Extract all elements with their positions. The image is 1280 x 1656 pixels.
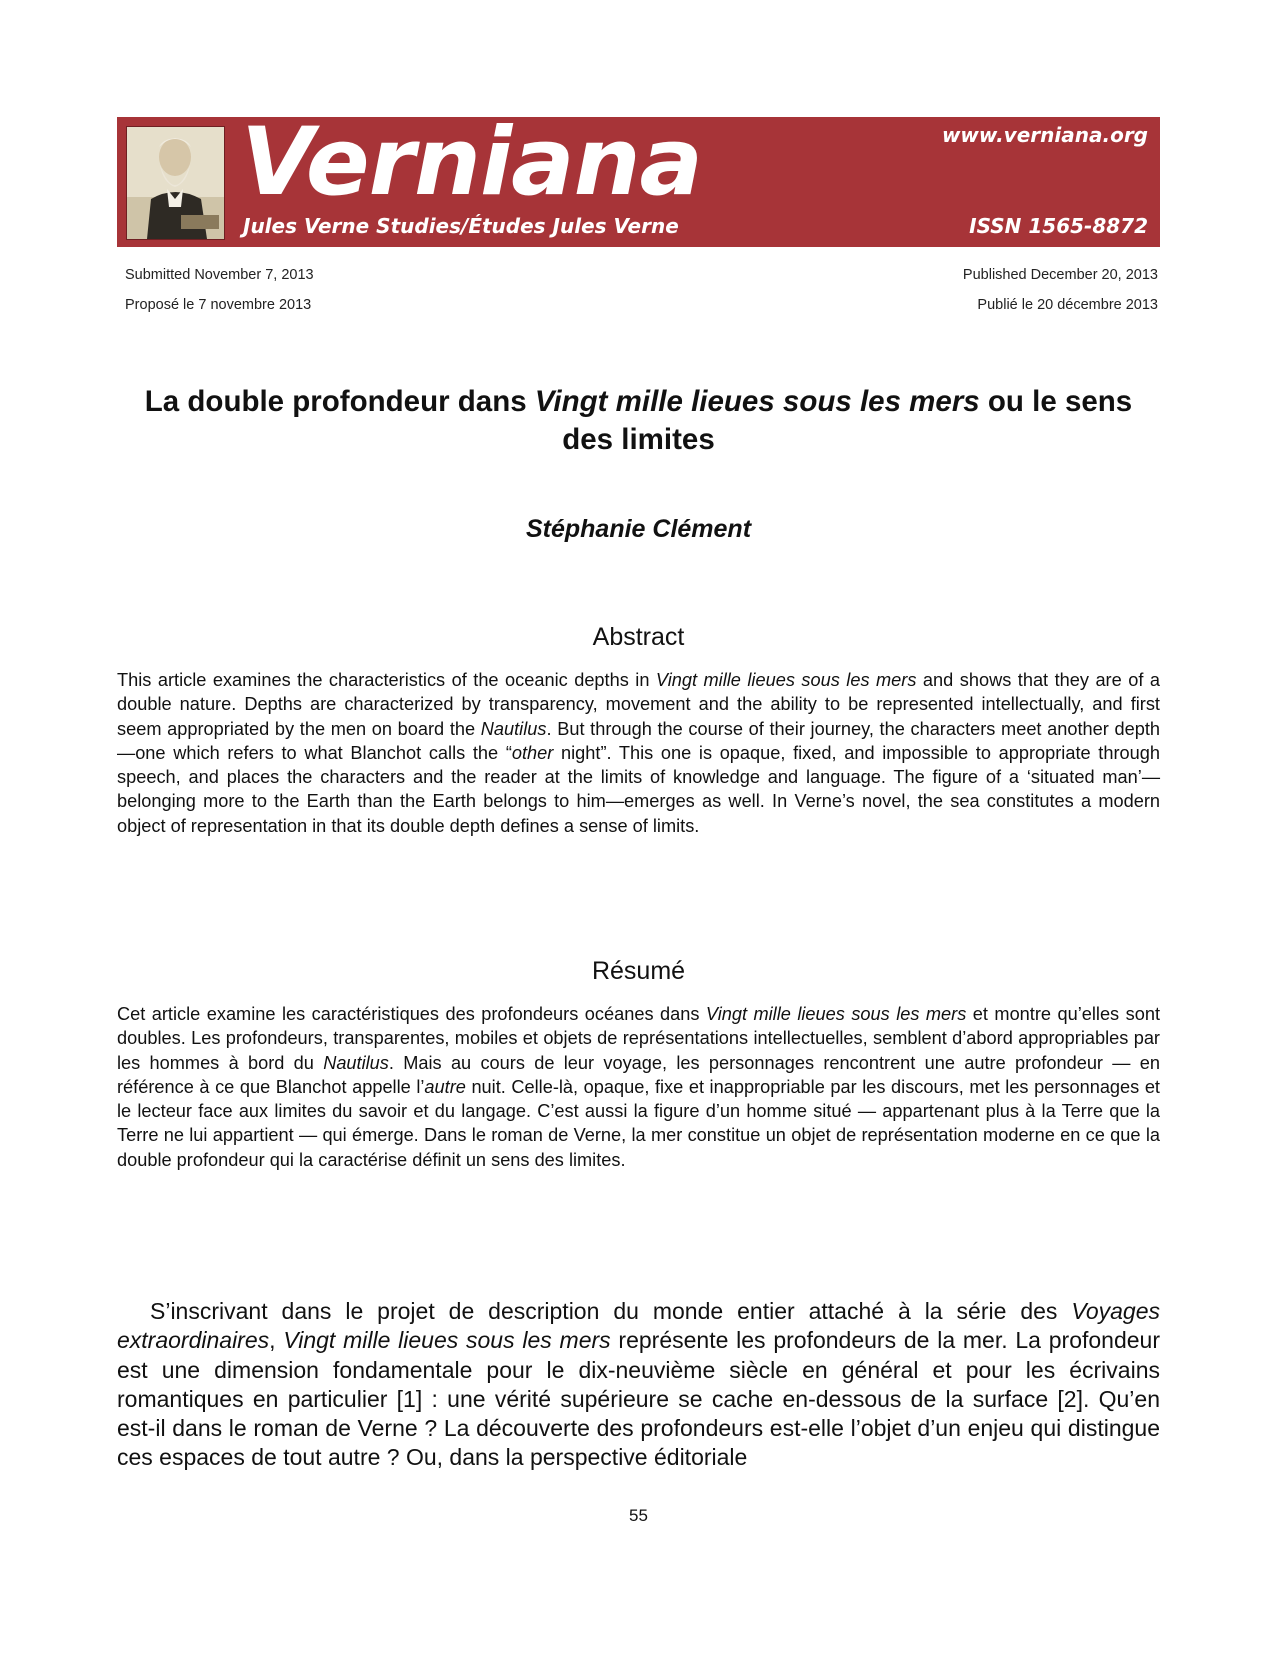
journal-tagline: Jules Verne Studies/Études Jules Verne (243, 214, 679, 238)
published-date-fr: Publié le 20 décembre 2013 (977, 297, 1158, 313)
submitted-date-fr: Proposé le 7 novembre 2013 (125, 297, 312, 313)
abstract-heading: Abstract (592, 623, 685, 651)
journal-issn: ISSN 1565-8872 (969, 214, 1148, 238)
portrait-of-jules-verne-icon (126, 126, 225, 240)
journal-url[interactable]: www.verniana.org (941, 123, 1148, 147)
resume-heading: Résumé (591, 957, 686, 985)
submitted-date-en: Submitted November 7, 2013 (125, 267, 314, 283)
body-paragraph: S’inscrivant dans le projet de description du monde entier attaché à la série des Voyages extraordinaires, Vingt mille lieues sous les mers représente les profondeurs de la mer. La profondeur est une dimension fondamentale pour le dix-neuvième siècle en général et pour les écrivains romantiques en particulier [1] : une vérité supérieure se cache en-dessous de la surface [2]. Qu’en est-il dans le roman de Verne ? La découverte des profondeurs est-elle l’objet d’un enjeu qui distingue ces espaces de tout autre ? Ou, dans la perspective éditoriale (117, 1298, 1160, 1471)
journal-title: Verniana (241, 117, 702, 217)
page-number: 55 (629, 1506, 648, 1525)
author-name: Stéphanie Clément (525, 515, 752, 543)
journal-banner (117, 117, 1160, 247)
abstract-text: This article examines the characteristics of the oceanic depths in Vingt mille lieues sous les mers and shows that they are of a double nature. Depths are characterized by transparency, movement and the ability to be represented intellectually, and first seem appropriated by the men on board the Nautilus. But through the course of their journey, the characters meet another depth—one which refers to what Blanchot calls the “other night”. This one is opaque, fixed, and impossible to appropriate through speech, and places the characters and the reader at the limits of knowledge and language. The figure of a ‘situated man’—belonging more to the Earth than the Earth belongs to him—emerges as well. In Verne’s novel, the sea constitutes a modern object of representation in that its double depth defines a sense of limits. (117, 670, 1160, 836)
published-date-en: Published December 20, 2013 (962, 267, 1158, 283)
article-title: La double profondeur dans Vingt mille lieues sous les mers ou le sens des limites (144, 385, 1133, 456)
resume-text: Cet article examine les caractéristiques des profondeurs océanes dans Vingt mille lieues sous les mers et montre qu’elles sont doubles. Les profondeurs, transparentes, mobiles et objets de représentations intellectuelles, semblent d’abord appropriables par les hommes à bord du Nautilus. Mais au cours de leur voyage, les personnages rencontrent une autre profondeur — en référence à ce que Blanchot appelle l’autre nuit. Celle-là, opaque, fixe et inappropriable par les discours, met les personnages et le lecteur face aux limites du savoir et du langage. C’est aussi la figure d’un homme situé — appartenant plus à la Terre que la Terre ne lui appartient — qui émerge. Dans le roman de Verne, la mer constitue un objet de représentation moderne en ce que la double profondeur qui la caractérise définit un sens des limites. (117, 1004, 1160, 1170)
